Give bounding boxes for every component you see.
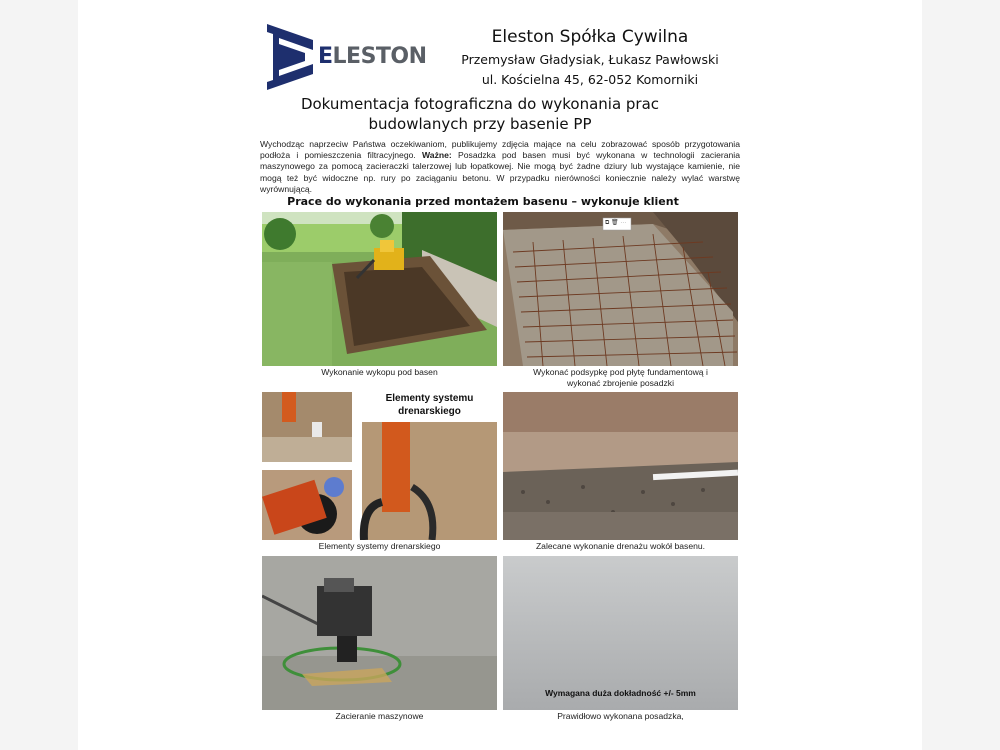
title-line-2: budowlanych przy basenie PP [368, 115, 592, 133]
accuracy-overlay: Wymagana duża dokładność +/- 5mm [545, 688, 696, 698]
photo-drainage-trench [503, 392, 738, 540]
caption-drainage-trench: Zalecane wykonanie drenażu wokół basenu. [535, 541, 706, 551]
photo-finished-floor [503, 556, 738, 710]
company-owners: Przemysław Gładysiak, Łukasz Pawłowski [461, 52, 719, 67]
company-address: ul. Kościelna 45, 62-052 Komorniki [481, 72, 699, 87]
logo-wordmark: ELESTON [318, 44, 427, 69]
intro-text-1: Wychodząc naprzeciw Państwa oczekiwaniom, publikujemy zdjęcia mające na celu zobrazować sposób przygotowania podłoża i pomieszczenia filtracyjnego. [260, 139, 740, 161]
drainage-title-line-1: Elementy systemu [385, 393, 474, 404]
caption-rebar [503, 367, 738, 389]
photo-power-trowel [262, 556, 497, 710]
caption-finished-floor: Prawidłowo wykonana posadzka, [557, 711, 684, 721]
caption-rebar-line-1: Wykonać podsypkę pod płytę fundamentową i [533, 367, 708, 377]
photo-rebar [503, 212, 738, 366]
photo-drainage-elements [262, 392, 497, 540]
drainage-title-line-2: drenarskiego [398, 406, 461, 417]
caption-rebar-line-2: wykonać zbrojenie posadzki [566, 378, 674, 388]
intro-paragraph [260, 139, 740, 195]
caption-power-trowel: Zacieranie maszynowe [335, 711, 424, 721]
drainage-title [362, 392, 497, 418]
document-title [270, 94, 690, 134]
title-line-1: Dokumentacja fotograficzna do wykonania prac [300, 95, 660, 113]
intro-important-label: Ważne: [422, 150, 452, 161]
caption-excavation: Wykonanie wykopu pod basen [321, 367, 438, 377]
section-title: Prace do wykonania przed montażem basenu – wykonuje klient [287, 195, 679, 208]
company-name: Eleston Spółka Cywilna [491, 27, 689, 47]
photo-excavation [262, 212, 497, 366]
image-toolbar-icon: ⧉ 🗑 ⋯ [605, 220, 627, 226]
intro-text-2: Posadzka pod basen musi być wykonana w technologii zacierania maszynowego za pomocą zacieraczki talerzowej lub łopatkowej. Nie mogą być żadne dziury lub wystające kamienie, nie mogą też być widoczne np. rury po zaciąganiu betonu. W przypadku nierówności koniecznie należy wylać warstwę wyrównującą. [260, 150, 740, 194]
caption-drainage-elements: Elementy systemy drenarskiego [318, 541, 441, 551]
